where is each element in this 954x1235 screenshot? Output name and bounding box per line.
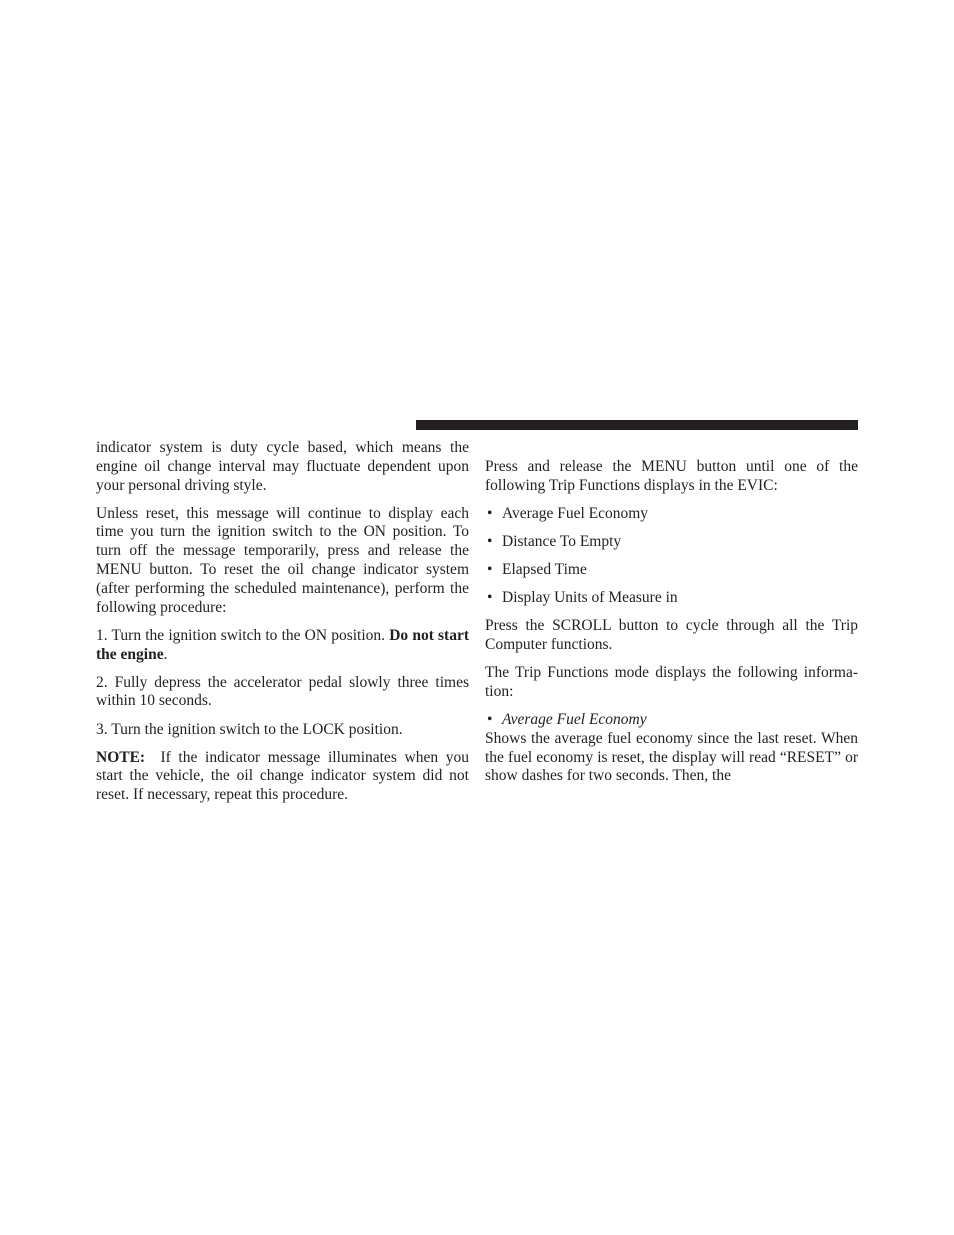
right-column [485,458,858,796]
left-column [96,439,469,814]
paragraph-mode: The Trip Functions mode displays the following informa-tion: [485,664,858,700]
step-1 [96,627,469,665]
list-item-label: Average Fuel Economy [502,504,649,522]
note-label: NOTE: [96,748,146,766]
list-item [485,561,858,580]
section-header-bar [416,420,858,430]
list-item [485,505,858,524]
list-item [485,589,858,608]
step-1-warning: Do not start the engine [96,626,470,663]
step-3: 3. Turn the ignition switch to the LOCK position. [96,720,403,738]
step-1-text: 1. Turn the ignition switch to the ON position. [96,626,390,644]
note-text: If the indicator message illuminates when you start the vehicle, the oil change indicator system did not reset. If necessary, repeat this procedure. [96,748,470,804]
note [96,749,469,805]
step-2: 2. Fully depress the accelerator pedal slowly three times within 10 seconds. [96,673,469,710]
bullet-icon: • [487,711,493,729]
sub-heading-average-fuel-economy [485,711,858,730]
paragraph-average-fuel-economy: Shows the average fuel economy since the last reset. When the fuel economy is reset, the display will read “RESET” or show dashes for two seconds. Then, the [485,729,858,785]
step-1-end: . [163,645,168,663]
list-item-label: Distance To Empty [502,532,622,550]
list-item-label: Elapsed Time [502,561,587,579]
bullet-icon: • [487,561,493,579]
paragraph-scroll: Press the SCROLL button to cycle through all the Trip Computer functions. [485,617,858,654]
paragraph-menu-intro: Press and release the MENU button until one of the following Trip Functions displays in the EVIC: [485,458,858,494]
bullet-icon: • [487,589,493,607]
sub-heading-label: Average Fuel Economy [502,711,647,729]
list-item-label: Display Units of Measure in [502,589,678,607]
trip-functions-list [485,505,858,608]
bullet-icon: • [487,532,493,550]
paragraph-unless-reset: Unless reset, this message will continue to display each time you turn the ignition switch to the ON position. To turn off the message temporarily, press and release the MENU button. To reset the oil change indicator system (after performing the scheduled maintenance), perform the following procedure: [96,504,469,616]
list-item [485,533,858,552]
bullet-icon: • [487,504,493,522]
paragraph-duty-cycle: indicator system is duty cycle based, which means the engine oil change interval may fluctuate dependent upon your personal driving style. [96,439,469,494]
